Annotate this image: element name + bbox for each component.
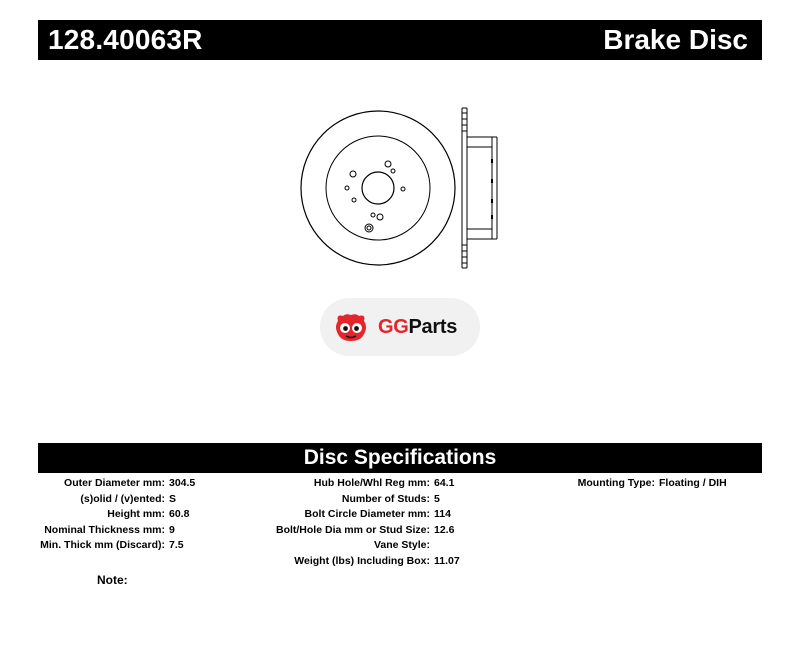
stud-hole (385, 161, 391, 167)
spec-number-of-studs (270, 492, 460, 508)
disc-side-view (462, 108, 497, 268)
spec-value: 7.5 (169, 539, 184, 551)
spec-value: 114 (434, 508, 451, 520)
specs-column-3 (560, 476, 727, 492)
spec-value: Floating / DIH (659, 477, 727, 489)
spec-value: 11.07 (434, 554, 460, 567)
spec-label: Height mm: (107, 508, 165, 520)
spec-nominal-thickness (40, 523, 195, 539)
gg-mascot-icon (334, 312, 368, 342)
brand-name-parts: Parts (408, 316, 458, 338)
spec-label: Outer Diameter mm: (64, 477, 165, 489)
stud-hole (377, 214, 383, 220)
brand-name (378, 316, 457, 339)
spec-label: Number of Studs: (341, 492, 430, 505)
disc-front-view (301, 111, 455, 265)
spec-vane-style (270, 538, 460, 554)
specs-column-2 (270, 476, 460, 569)
specs-column-1 (40, 476, 195, 554)
note-label: Note: (97, 573, 128, 587)
spec-outer-diameter (40, 476, 195, 492)
brand-name-gg: GG (378, 316, 409, 338)
spec-label: Weight (lbs) Including Box: (294, 554, 430, 567)
spec-height (40, 507, 195, 523)
header-bar (38, 20, 762, 60)
spec-label: Nominal Thickness mm: (44, 523, 165, 536)
spec-bolt-hole-dia (270, 523, 460, 539)
specs-title: Disc Specifications (303, 446, 497, 469)
spec-hub-hole (270, 476, 460, 492)
spec-min-thickness (40, 538, 195, 554)
stud-hole (352, 198, 356, 202)
spec-value: 12.6 (434, 523, 455, 536)
spec-label: (s)olid / (v)ented: (80, 492, 165, 505)
spec-value: 64.1 (434, 477, 455, 489)
spec-mounting-type (560, 476, 727, 492)
stud-hole (350, 171, 356, 177)
spec-weight (270, 554, 460, 570)
spec-label: Vane Style: (373, 539, 430, 551)
part-number: 128.40063R (48, 24, 203, 55)
product-type: Brake Disc (603, 24, 748, 55)
spec-label: Hub Hole/Whl Reg mm: (313, 477, 430, 489)
spec-value: S (169, 492, 177, 505)
spec-label: Mounting Type: (577, 477, 655, 489)
spec-value: 5 (434, 492, 440, 505)
spec-value: 9 (169, 523, 175, 536)
spec-bolt-circle (270, 507, 460, 523)
spec-label: Min. Thick mm (Discard): (40, 539, 165, 551)
spec-value: 60.8 (169, 508, 190, 520)
spec-value: 304.5 (169, 477, 196, 489)
brake-disc-drawing (295, 103, 505, 273)
spec-solid-vented (40, 492, 195, 508)
stud-hole (401, 187, 405, 191)
spec-label: Bolt/Hole Dia mm or Stud Size: (275, 523, 430, 536)
spec-label: Bolt Circle Diameter mm: (304, 508, 430, 520)
brand-logo (320, 298, 480, 356)
specs-title-bar (38, 443, 762, 473)
